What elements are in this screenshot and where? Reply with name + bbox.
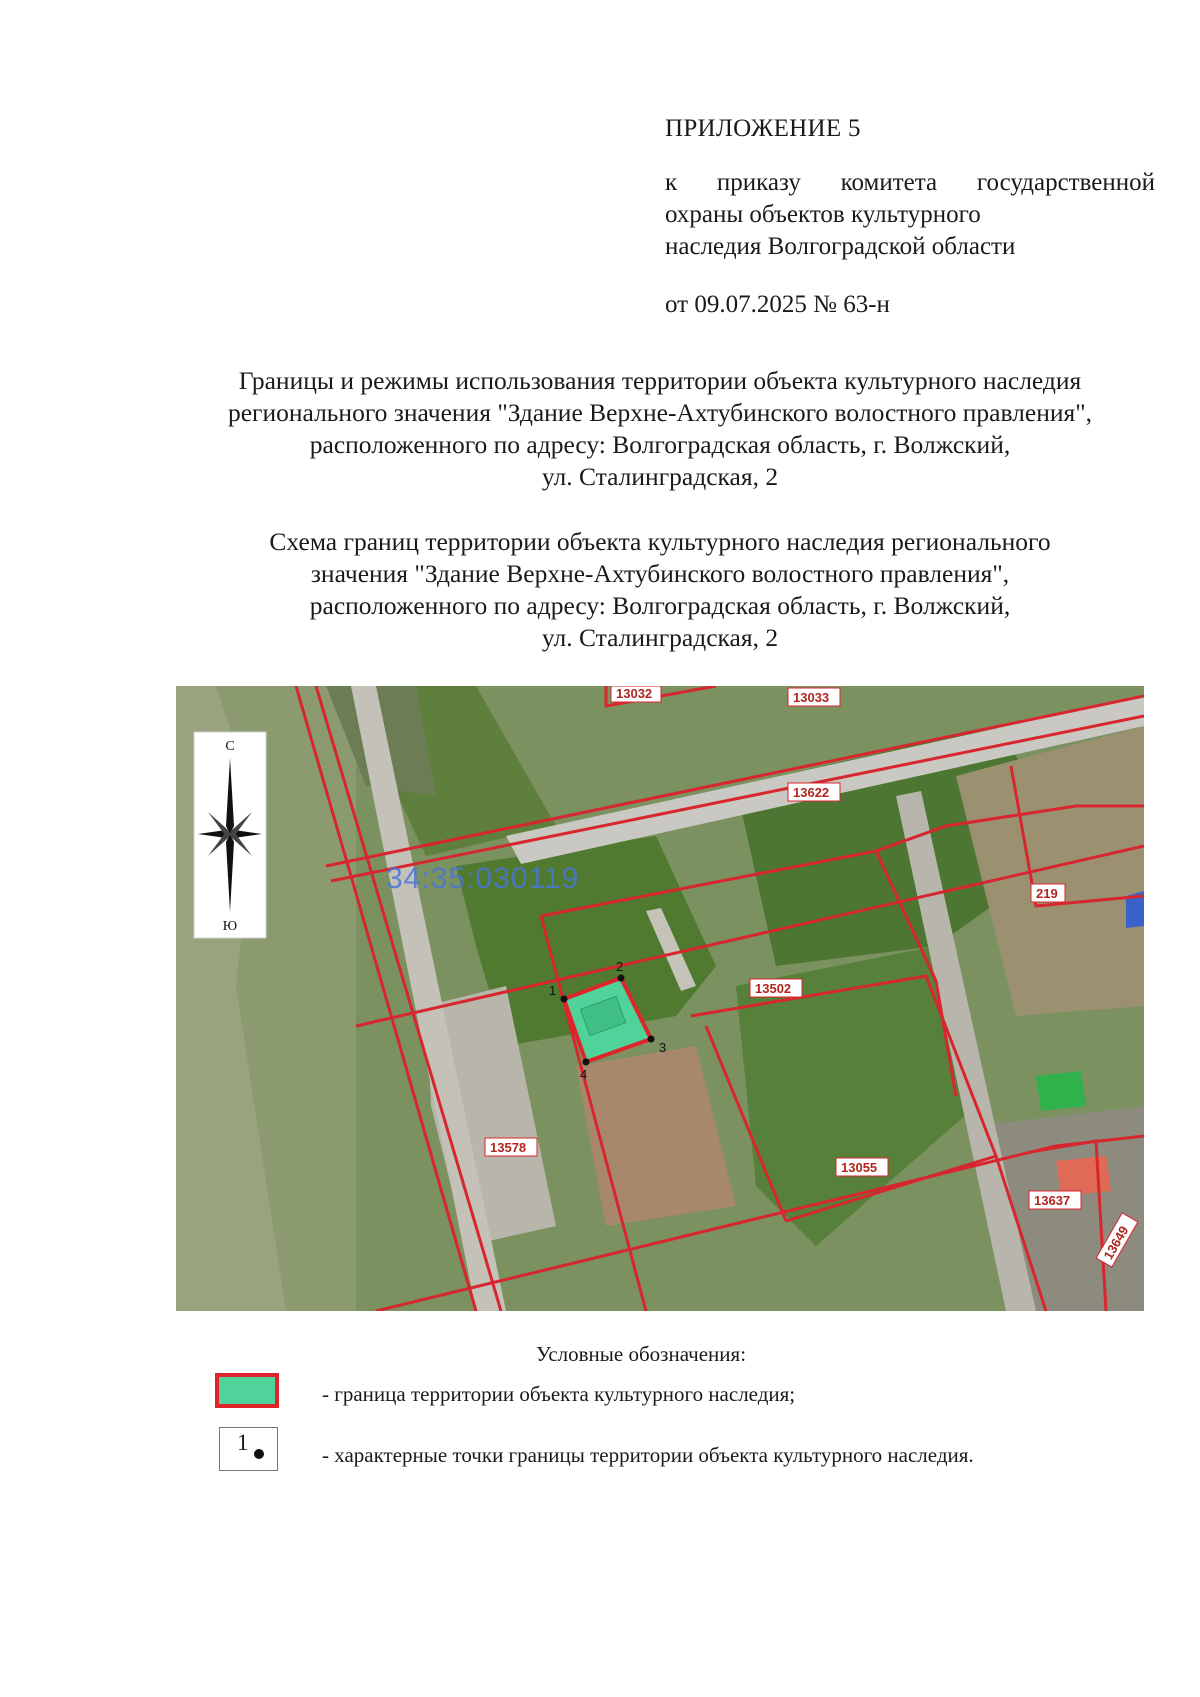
legend-title: Условные обозначения: [536, 1342, 747, 1366]
compass-south-label: Ю [222, 919, 238, 934]
legend-point-number: 1 [237, 1430, 249, 1455]
sports-field [1036, 1071, 1086, 1111]
legend-point-symbol [219, 1427, 278, 1471]
appendix-title: ПРИЛОЖЕНИЕ 5 [665, 115, 861, 142]
parcel-label-13032: 13032 [616, 686, 653, 701]
parcel-label-13637: 13637 [1034, 1193, 1071, 1208]
parcel-label-13033: 13033 [793, 690, 830, 705]
parcel-label-13649: 13649 [1100, 1223, 1132, 1263]
scheme-line-3: расположенного по адресу: Волгоградская область, г. Волжский, [309, 591, 1011, 620]
boundary-point-1 [561, 996, 568, 1003]
point-label-3: 3 [659, 1040, 667, 1055]
legend-point-dot [254, 1449, 264, 1459]
parcel-label-13578: 13578 [490, 1140, 527, 1155]
boundary-point-3 [648, 1036, 655, 1043]
appendix-line-1: к приказу комитета государственной [665, 169, 1155, 196]
point-label-1: 1 [549, 983, 557, 998]
boundary-point-2 [618, 975, 625, 982]
legend-boundary-swatch [215, 1373, 279, 1408]
legend-boundary-text: - граница территории объекта культурного наследия; [322, 1382, 796, 1406]
heading-line-3: расположенного по адресу: Волгоградская область, г. Волжский, [309, 430, 1011, 459]
appendix-line-2: охраны объектов культурного [665, 201, 981, 228]
appendix-block [665, 113, 1155, 321]
appendix-line-3: наследия Волгоградской области [665, 233, 1016, 260]
boundary-point-4 [583, 1059, 590, 1066]
red-roof [1056, 1156, 1111, 1196]
scheme-line-1: Схема границ территории объекта культурного наследия регионального [269, 527, 1051, 556]
parcel-label-13622: 13622 [793, 785, 830, 800]
heading-line-2: регионального значения "Здание Верхне-Ахтубинского волостного правления", [227, 398, 1093, 427]
legend-points-text: - характерные точки границы территории объекта культурного наследия. [322, 1443, 974, 1467]
parcel-label-13502: 13502 [755, 981, 792, 996]
heading-line-4: ул. Сталинградская, 2 [541, 462, 779, 491]
point-label-4: 4 [580, 1067, 588, 1082]
map-svg [176, 686, 1144, 1311]
order-date: от 09.07.2025 № 63-н [665, 291, 890, 318]
scheme-line-4: ул. Сталинградская, 2 [541, 623, 779, 652]
compass-rose [194, 732, 266, 938]
scheme-heading [150, 526, 1170, 654]
parcel-label-13055: 13055 [841, 1160, 878, 1175]
parcel-label-219: 219 [1036, 886, 1058, 901]
boundary-map [176, 686, 1144, 1311]
point-label-2: 2 [616, 959, 624, 974]
cadastral-block-label: 34:35:030119 [386, 862, 580, 895]
scheme-line-2: значения "Здание Верхне-Ахтубинского волостного правления", [310, 559, 1010, 588]
heading-line-1: Границы и режимы использования территории объекта культурного наследия [238, 366, 1082, 395]
compass-north-label: С [225, 739, 235, 754]
document-heading [150, 365, 1170, 493]
